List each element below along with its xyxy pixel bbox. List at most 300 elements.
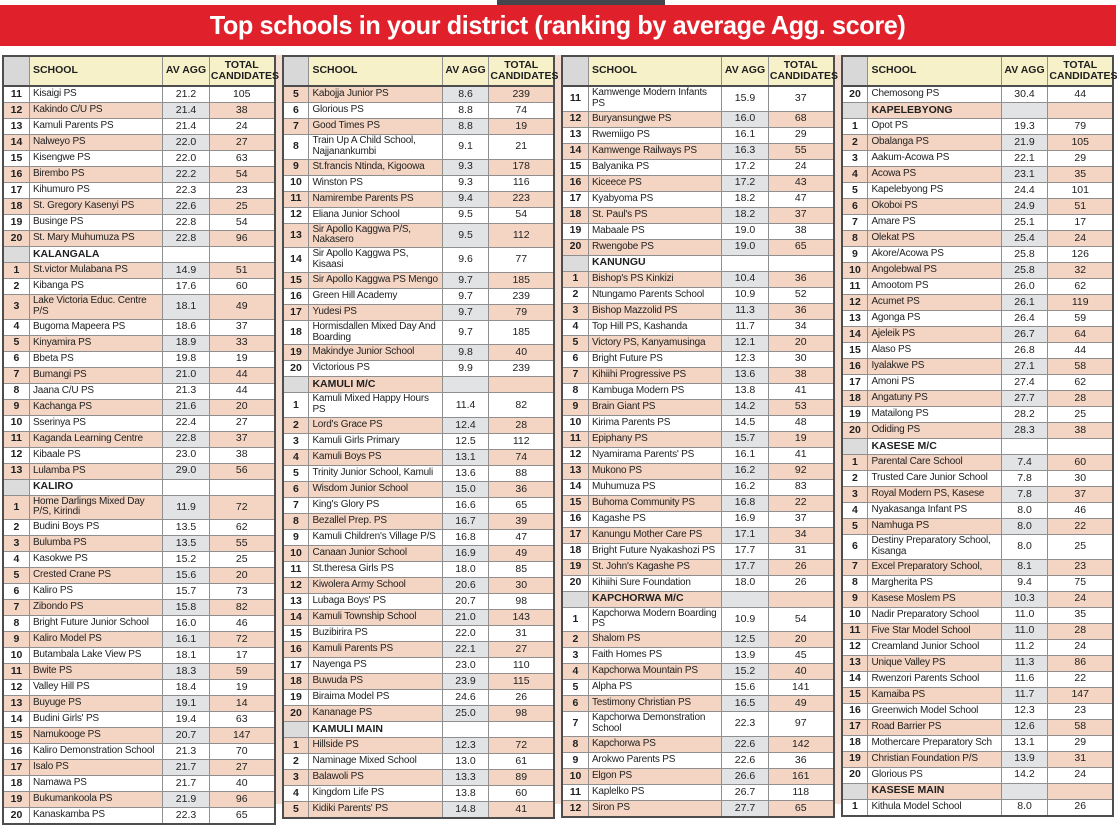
school-name-cell: Kihiihi Progressive PS xyxy=(588,367,721,383)
school-name-cell: Road Barrier PS xyxy=(868,719,1001,735)
av-agg-cell: 13.6 xyxy=(442,465,489,481)
rank-cell: 13 xyxy=(3,463,29,479)
av-agg-cell: 12.5 xyxy=(442,433,489,449)
school-name-cell: Bright Future Junior School xyxy=(29,616,162,632)
school-name-cell: Nyamirama Parents' PS xyxy=(588,447,721,463)
candidates-cell: 54 xyxy=(489,207,554,223)
candidates-cell: 25 xyxy=(1048,535,1113,560)
school-row xyxy=(283,345,555,361)
av-agg-cell: 21.7 xyxy=(163,760,210,776)
candidates-cell: 82 xyxy=(209,600,274,616)
rank-cell: 15 xyxy=(283,625,309,641)
school-row xyxy=(562,752,834,768)
school-name-cell: Odiding PS xyxy=(868,423,1001,439)
district-table-4 xyxy=(841,55,1117,813)
school-name-cell: Bright Future PS xyxy=(588,351,721,367)
av-agg-cell: 9.4 xyxy=(1001,575,1048,591)
candidates-cell: 147 xyxy=(1048,687,1113,703)
school-row xyxy=(562,86,834,111)
school-name-cell: Aakum-Acowa PS xyxy=(868,151,1001,167)
school-name-cell: Kachanga PS xyxy=(29,399,162,415)
av-agg-cell: 19.1 xyxy=(163,696,210,712)
candidates-cell: 60 xyxy=(1048,455,1113,471)
candidates-cell: 17 xyxy=(1048,215,1113,231)
rank-cell: 16 xyxy=(842,359,868,375)
school-name-cell: Birembo PS xyxy=(29,167,162,183)
school-row xyxy=(3,183,275,199)
school-row xyxy=(562,287,834,303)
school-row xyxy=(283,753,555,769)
av-agg-cell: 8.6 xyxy=(442,86,489,103)
rank-cell: 13 xyxy=(842,655,868,671)
av-agg-cell: 10.3 xyxy=(1001,591,1048,607)
rank-cell: 11 xyxy=(3,431,29,447)
av-agg-cell: 8.0 xyxy=(1001,535,1048,560)
av-agg-cell: 26.4 xyxy=(1001,311,1048,327)
rank-cell: 6 xyxy=(562,696,588,712)
school-row xyxy=(3,696,275,712)
school-row xyxy=(562,479,834,495)
school-row xyxy=(842,375,1114,391)
school-name-cell: Buhoma Community PS xyxy=(588,495,721,511)
school-row xyxy=(3,367,275,383)
column-header-school: SCHOOL xyxy=(868,56,1001,86)
rank-cell: 12 xyxy=(842,639,868,655)
rank-cell: 17 xyxy=(842,719,868,735)
school-row xyxy=(283,497,555,513)
av-agg-cell: 26.1 xyxy=(1001,295,1048,311)
school-row xyxy=(562,463,834,479)
school-row xyxy=(283,119,555,135)
candidates-cell: 62 xyxy=(1048,375,1113,391)
school-row xyxy=(3,351,275,367)
rank-cell: 11 xyxy=(562,431,588,447)
av-agg-cell: 18.1 xyxy=(163,648,210,664)
school-name-cell: Sir Apollo Kaggwa PS Mengo xyxy=(309,272,442,288)
av-agg-cell: 9.1 xyxy=(442,135,489,160)
rank-cell: 16 xyxy=(842,703,868,719)
rank-cell: 8 xyxy=(3,383,29,399)
av-agg-cell: 15.6 xyxy=(163,568,210,584)
district-section-row xyxy=(562,591,834,607)
candidates-cell: 21 xyxy=(489,135,554,160)
school-row xyxy=(283,785,555,801)
school-name-cell: Ajeleik PS xyxy=(868,327,1001,343)
district-section-row xyxy=(562,255,834,271)
rank-cell: 19 xyxy=(842,751,868,767)
rank-cell: 9 xyxy=(842,591,868,607)
rank-cell: 1 xyxy=(842,455,868,471)
school-name-cell: Budini Girls' PS xyxy=(29,712,162,728)
rank-cell: 5 xyxy=(283,86,309,103)
school-name-cell: Bulumba PS xyxy=(29,536,162,552)
av-agg-cell: 9.7 xyxy=(442,320,489,345)
av-agg-cell: 11.0 xyxy=(1001,607,1048,623)
av-agg-cell: 9.3 xyxy=(442,175,489,191)
school-row xyxy=(283,86,555,103)
candidates-cell: 239 xyxy=(489,288,554,304)
school-row xyxy=(3,119,275,135)
candidates-cell: 46 xyxy=(209,616,274,632)
av-agg-cell: 22.6 xyxy=(722,736,769,752)
school-name-cell: Kihumuro PS xyxy=(29,183,162,199)
school-name-cell: Christian Foundation P/S xyxy=(868,751,1001,767)
av-agg-cell: 25.4 xyxy=(1001,231,1048,247)
candidates-cell: 63 xyxy=(209,151,274,167)
school-row xyxy=(283,657,555,673)
rank-cell: 18 xyxy=(842,391,868,407)
candidates-cell: 60 xyxy=(209,279,274,295)
av-agg-cell: 13.1 xyxy=(442,449,489,465)
school-row xyxy=(3,744,275,760)
candidates-cell: 38 xyxy=(768,223,833,239)
school-row xyxy=(842,735,1114,751)
candidates-cell: 185 xyxy=(489,320,554,345)
school-row xyxy=(283,361,555,377)
av-agg-cell: 9.9 xyxy=(442,361,489,377)
rank-cell: 10 xyxy=(842,263,868,279)
rank-cell: 20 xyxy=(842,423,868,439)
candidates-cell: 97 xyxy=(768,712,833,737)
school-row xyxy=(3,383,275,399)
district-section-row xyxy=(283,721,555,737)
school-name-cell: Epiphany PS xyxy=(588,431,721,447)
school-row xyxy=(842,503,1114,519)
candidates-cell: 30 xyxy=(1048,471,1113,487)
rank-cell: 9 xyxy=(283,159,309,175)
candidates-cell: 19 xyxy=(209,680,274,696)
school-row xyxy=(3,279,275,295)
candidates-cell: 63 xyxy=(209,712,274,728)
school-name-cell: Kiceece PS xyxy=(588,175,721,191)
rank-cell: 3 xyxy=(3,295,29,320)
candidates-cell: 30 xyxy=(768,351,833,367)
school-row xyxy=(3,135,275,151)
candidates-cell: 49 xyxy=(489,545,554,561)
av-agg-cell: 22.0 xyxy=(163,151,210,167)
school-row xyxy=(3,712,275,728)
rank-cell: 19 xyxy=(283,689,309,705)
rank-cell: 16 xyxy=(283,288,309,304)
school-row xyxy=(3,103,275,119)
school-name-cell: St.francis Ntinda, Kigoowa xyxy=(309,159,442,175)
av-agg-cell: 16.1 xyxy=(722,127,769,143)
rank-cell: 10 xyxy=(3,415,29,431)
candidates-cell: 28 xyxy=(489,417,554,433)
av-agg-cell: 28.2 xyxy=(1001,407,1048,423)
school-name-cell: Siron PS xyxy=(588,800,721,817)
school-row xyxy=(842,295,1114,311)
school-row xyxy=(562,223,834,239)
candidates-cell: 22 xyxy=(1048,671,1113,687)
school-row xyxy=(842,343,1114,359)
av-agg-cell: 18.3 xyxy=(163,664,210,680)
candidates-cell: 34 xyxy=(768,527,833,543)
av-agg-cell: 9.6 xyxy=(442,248,489,273)
rank-cell: 11 xyxy=(3,664,29,680)
av-agg-cell xyxy=(722,255,769,271)
av-agg-cell: 26.0 xyxy=(1001,279,1048,295)
school-name-cell: Nayenga PS xyxy=(309,657,442,673)
rank-cell: 9 xyxy=(3,632,29,648)
av-agg-cell: 7.8 xyxy=(1001,487,1048,503)
av-agg-cell: 11.9 xyxy=(163,495,210,520)
school-name-cell: Namawa PS xyxy=(29,776,162,792)
school-row xyxy=(842,703,1114,719)
candidates-cell: 40 xyxy=(209,776,274,792)
school-name-cell: Creamland Junior School xyxy=(868,639,1001,655)
rank-cell: 11 xyxy=(3,86,29,103)
school-row xyxy=(562,736,834,752)
school-row xyxy=(3,415,275,431)
av-agg-cell xyxy=(442,377,489,393)
rank-cell: 19 xyxy=(562,559,588,575)
rank-cell: 1 xyxy=(842,799,868,816)
candidates-cell: 54 xyxy=(209,215,274,231)
school-name-cell: Lake Victoria Educ. Centre P/S xyxy=(29,295,162,320)
rank-cell: 4 xyxy=(562,664,588,680)
school-row xyxy=(842,327,1114,343)
school-name-cell: Mothercare Preparatory Sch xyxy=(868,735,1001,751)
school-name-cell: Buyuge PS xyxy=(29,696,162,712)
av-agg-cell: 21.6 xyxy=(163,399,210,415)
school-row xyxy=(3,263,275,279)
av-agg-cell: 15.8 xyxy=(163,600,210,616)
rank-cell xyxy=(562,591,588,607)
candidates-cell: 37 xyxy=(768,207,833,223)
av-agg-cell: 22.0 xyxy=(163,135,210,151)
school-name-cell: Victory PS, Kanyamusinga xyxy=(588,335,721,351)
av-agg-cell: 16.6 xyxy=(442,497,489,513)
school-row xyxy=(3,231,275,247)
candidates-cell: 61 xyxy=(489,753,554,769)
rank-cell: 16 xyxy=(562,175,588,191)
candidates-cell: 178 xyxy=(489,159,554,175)
candidates-cell: 39 xyxy=(489,513,554,529)
av-agg-cell: 17.6 xyxy=(163,279,210,295)
school-row xyxy=(3,399,275,415)
candidates-cell: 20 xyxy=(768,632,833,648)
av-agg-cell: 22.6 xyxy=(163,199,210,215)
column-header-total-candidates: TOTAL CANDIDATES xyxy=(1048,56,1113,86)
candidates-cell: 147 xyxy=(209,728,274,744)
rank-cell: 15 xyxy=(562,495,588,511)
school-name-cell: Angolebwal PS xyxy=(868,263,1001,279)
rank-cell: 13 xyxy=(283,593,309,609)
school-name-cell: Kamuli Parents PS xyxy=(29,119,162,135)
av-agg-cell: 19.0 xyxy=(722,239,769,255)
rank-cell: 18 xyxy=(3,199,29,215)
av-agg-cell: 23.0 xyxy=(442,657,489,673)
school-row xyxy=(283,529,555,545)
school-row xyxy=(283,223,555,248)
av-agg-cell: 19.4 xyxy=(163,712,210,728)
rank-cell: 16 xyxy=(3,167,29,183)
district-section-row xyxy=(283,377,555,393)
rank-cell: 14 xyxy=(283,248,309,273)
school-row xyxy=(562,335,834,351)
school-row xyxy=(283,393,555,418)
av-agg-cell: 22.1 xyxy=(1001,151,1048,167)
av-agg-cell: 9.7 xyxy=(442,304,489,320)
school-row xyxy=(842,799,1114,816)
school-row xyxy=(842,535,1114,560)
av-agg-cell: 23.1 xyxy=(1001,167,1048,183)
school-name-cell: Kihiihi Sure Foundation xyxy=(588,575,721,591)
school-row xyxy=(562,543,834,559)
candidates-cell: 53 xyxy=(768,399,833,415)
rank-cell: 12 xyxy=(562,111,588,127)
school-name-cell: Glorious PS xyxy=(868,767,1001,783)
rank-cell: 12 xyxy=(3,447,29,463)
av-agg-cell: 12.3 xyxy=(722,351,769,367)
candidates-cell xyxy=(768,591,833,607)
school-name-cell: Kyabyoma PS xyxy=(588,191,721,207)
district-name-cell: KAPCHORWA M/C xyxy=(588,591,721,607)
rank-cell: 5 xyxy=(842,519,868,535)
av-agg-cell: 8.8 xyxy=(442,119,489,135)
candidates-cell: 23 xyxy=(1048,703,1113,719)
school-row xyxy=(283,577,555,593)
school-row xyxy=(3,295,275,320)
av-agg-cell: 26.7 xyxy=(722,784,769,800)
rank-cell: 5 xyxy=(842,183,868,199)
column-header-total-candidates: TOTAL CANDIDATES xyxy=(209,56,274,86)
av-agg-cell: 27.7 xyxy=(722,800,769,817)
school-row xyxy=(283,609,555,625)
school-name-cell: Elgon PS xyxy=(588,768,721,784)
rank-cell: 1 xyxy=(3,263,29,279)
candidates-cell: 31 xyxy=(489,625,554,641)
school-row xyxy=(562,784,834,800)
av-agg-cell: 11.3 xyxy=(722,303,769,319)
candidates-cell: 23 xyxy=(209,183,274,199)
school-name-cell: Sir Apollo Kaggwa PS, Kisaasi xyxy=(309,248,442,273)
av-agg-cell: 13.0 xyxy=(442,753,489,769)
school-row xyxy=(842,263,1114,279)
school-name-cell: Acumet PS xyxy=(868,295,1001,311)
rank-cell: 3 xyxy=(562,303,588,319)
rank-cell: 4 xyxy=(283,449,309,465)
school-name-cell: Zibondo PS xyxy=(29,600,162,616)
av-agg-cell xyxy=(722,591,769,607)
av-agg-cell: 25.8 xyxy=(1001,263,1048,279)
rank-cell: 14 xyxy=(842,671,868,687)
candidates-cell xyxy=(209,247,274,263)
school-row xyxy=(842,767,1114,783)
rank-cell: 5 xyxy=(3,335,29,351)
school-name-cell: Excel Preparatory School, xyxy=(868,559,1001,575)
candidates-cell: 28 xyxy=(1048,391,1113,407)
av-agg-cell: 11.7 xyxy=(1001,687,1048,703)
rank-cell: 19 xyxy=(562,223,588,239)
candidates-cell: 24 xyxy=(1048,639,1113,655)
rank-cell: 20 xyxy=(562,575,588,591)
candidates-cell: 74 xyxy=(489,103,554,119)
school-row xyxy=(283,769,555,785)
school-name-cell: Kapelebyong PS xyxy=(868,183,1001,199)
av-agg-cell: 10.9 xyxy=(722,607,769,632)
candidates-cell: 37 xyxy=(768,511,833,527)
rank-cell: 18 xyxy=(562,207,588,223)
school-name-cell: Hillside PS xyxy=(309,737,442,753)
av-agg-cell: 10.4 xyxy=(722,271,769,287)
candidates-cell: 24 xyxy=(1048,231,1113,247)
candidates-cell: 92 xyxy=(768,463,833,479)
rank-cell: 6 xyxy=(283,103,309,119)
school-row xyxy=(283,320,555,345)
rank-cell: 5 xyxy=(283,465,309,481)
rank-cell xyxy=(3,479,29,495)
av-agg-cell: 21.9 xyxy=(163,792,210,808)
av-agg-cell: 9.5 xyxy=(442,223,489,248)
rank-cell: 20 xyxy=(842,767,868,783)
column-header-av-agg: AV AGG xyxy=(1001,56,1048,86)
school-name-cell: Makindye Junior School xyxy=(309,345,442,361)
school-name-cell: Opot PS xyxy=(868,119,1001,135)
school-row xyxy=(842,311,1114,327)
school-name-cell: Kaliro PS xyxy=(29,584,162,600)
av-agg-cell: 17.2 xyxy=(722,159,769,175)
rank-cell: 6 xyxy=(3,584,29,600)
school-name-cell: Muhumuza PS xyxy=(588,479,721,495)
school-name-cell: Alpha PS xyxy=(588,680,721,696)
av-agg-cell: 23.0 xyxy=(163,447,210,463)
av-agg-cell xyxy=(1001,439,1048,455)
school-row xyxy=(842,135,1114,151)
rank-cell: 1 xyxy=(562,271,588,287)
school-name-cell: Kapchorwa Mountain PS xyxy=(588,664,721,680)
rank-cell: 2 xyxy=(842,471,868,487)
school-name-cell: Bishop Mazzolid PS xyxy=(588,303,721,319)
column-header-school: SCHOOL xyxy=(309,56,442,86)
school-row xyxy=(3,664,275,680)
candidates-cell: 143 xyxy=(489,609,554,625)
district-name-cell: KASESE M/C xyxy=(868,439,1001,455)
school-name-cell: Destiny Preparatory School, Kisanga xyxy=(868,535,1001,560)
rank-cell: 8 xyxy=(283,513,309,529)
school-row xyxy=(562,680,834,696)
rank-cell: 17 xyxy=(562,527,588,543)
av-agg-cell: 16.5 xyxy=(722,696,769,712)
school-name-cell: Train Up A Child School, Najjanankumbi xyxy=(309,135,442,160)
candidates-cell: 28 xyxy=(1048,623,1113,639)
av-agg-cell: 13.1 xyxy=(1001,735,1048,751)
column-header-school: SCHOOL xyxy=(29,56,162,86)
rank-cell: 8 xyxy=(562,383,588,399)
school-row xyxy=(562,159,834,175)
candidates-cell: 239 xyxy=(489,361,554,377)
candidates-cell: 75 xyxy=(1048,575,1113,591)
school-name-cell: Amootom PS xyxy=(868,279,1001,295)
candidates-cell: 112 xyxy=(489,433,554,449)
school-row xyxy=(3,463,275,479)
school-row xyxy=(3,215,275,231)
school-row xyxy=(283,207,555,223)
av-agg-cell: 27.1 xyxy=(1001,359,1048,375)
rank-cell: 14 xyxy=(3,712,29,728)
school-row xyxy=(562,207,834,223)
rank-cell: 20 xyxy=(3,231,29,247)
school-row xyxy=(283,673,555,689)
av-agg-cell: 7.4 xyxy=(1001,455,1048,471)
school-row xyxy=(283,288,555,304)
school-row xyxy=(283,801,555,818)
school-name-cell: Winston PS xyxy=(309,175,442,191)
rank-cell: 20 xyxy=(283,705,309,721)
candidates-cell: 20 xyxy=(768,335,833,351)
candidates-cell: 72 xyxy=(209,495,274,520)
